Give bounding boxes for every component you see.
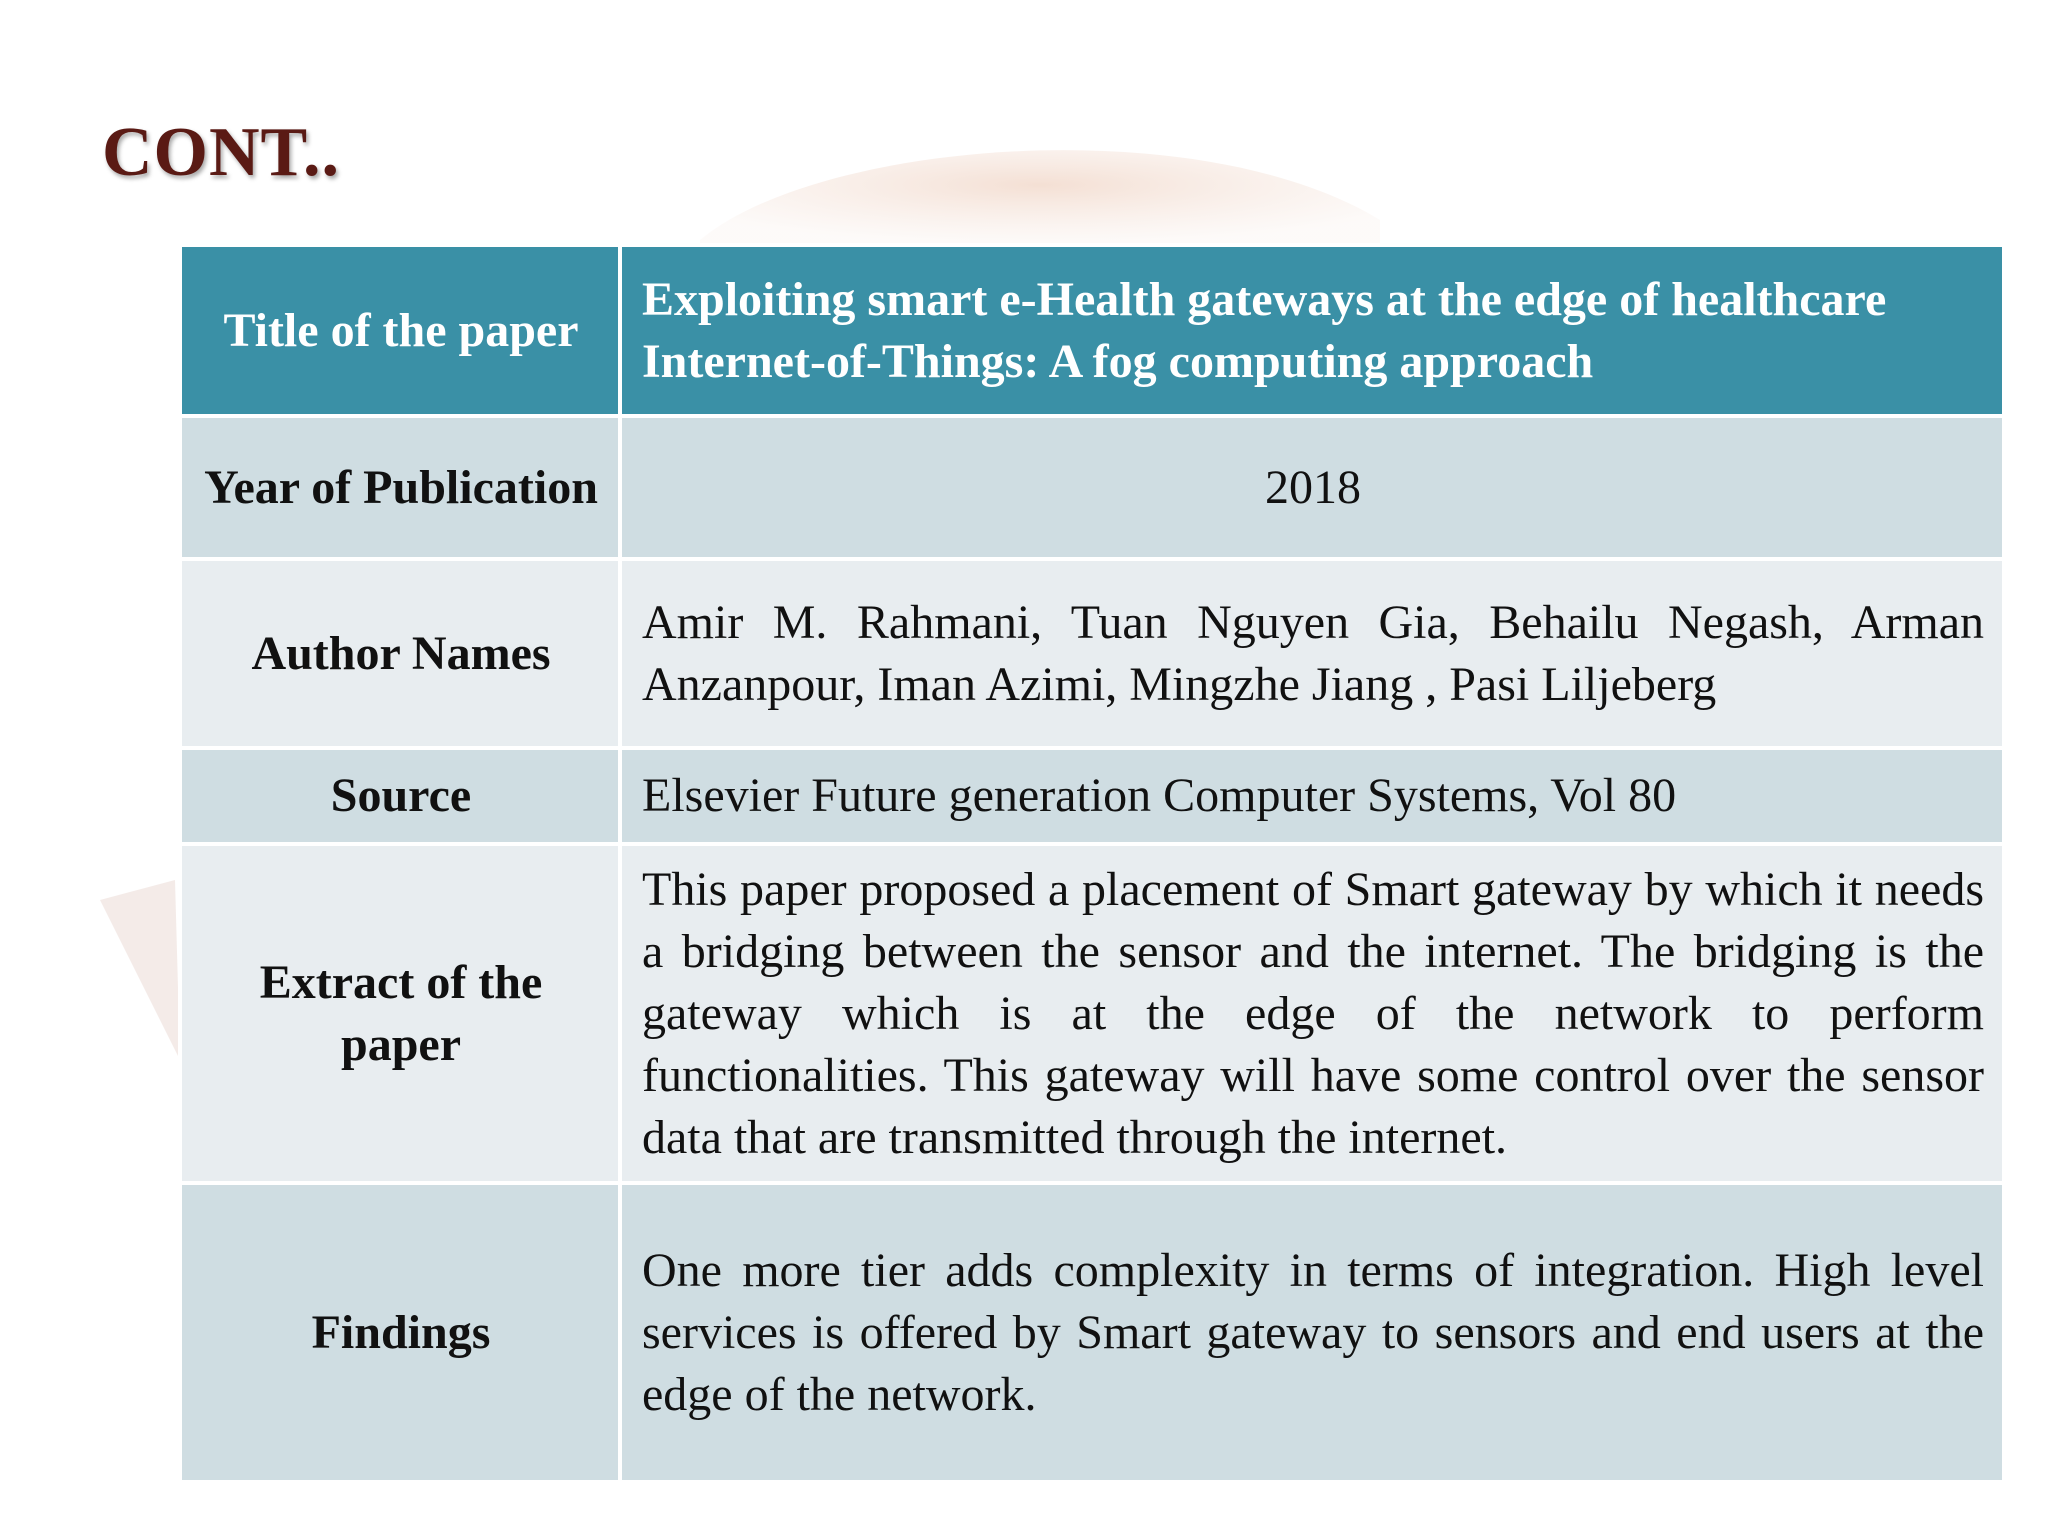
authors-label-cell: Author Names <box>180 559 620 748</box>
source-value-cell: Elsevier Future generation Computer Systems, Vol 80 <box>620 748 2004 844</box>
paper-summary-table <box>178 243 2006 1484</box>
slide-title-text: CONT <box>102 114 304 191</box>
findings-value-cell: One more tier adds complexity in terms of integration. High level services is offered by Smart gateway to sensors and end users at the edge of the network. <box>620 1183 2004 1482</box>
year-value-cell: 2018 <box>620 416 2004 559</box>
title-label-cell: Title of the paper <box>180 245 620 416</box>
source-label-cell: Source <box>180 748 620 844</box>
table-row-extract <box>180 844 2004 1183</box>
authors-value-cell: Amir M. Rahmani, Tuan Nguyen Gia, Behailu Negash, Arman Anzanpour, Iman Azimi, Mingzhe Jiang , Pasi Liljeberg <box>620 559 2004 748</box>
title-value-cell: Exploiting smart e-Health gateways at the edge of healthcare Internet-of-Things: A fog computing approach <box>620 245 2004 416</box>
extract-label-cell: Extract of the paper <box>180 844 620 1183</box>
table-row-findings <box>180 1183 2004 1482</box>
table-row-year <box>180 416 2004 559</box>
table-row-title <box>180 245 2004 416</box>
table-row-authors <box>180 559 2004 748</box>
extract-value-cell: This paper proposed a placement of Smart gateway by which it needs a bridging between the sensor and the internet. The bridging is the gateway which is at the edge of the network to perform functionalities. This gateway will have some control over the sensor data that are transmitted through the internet. <box>620 844 2004 1183</box>
year-label-cell: Year of Publication <box>180 416 620 559</box>
table-row-source <box>180 748 2004 844</box>
slide-title <box>102 108 340 198</box>
findings-label-cell: Findings <box>180 1183 620 1482</box>
slide-title-dots: .. <box>303 114 341 191</box>
